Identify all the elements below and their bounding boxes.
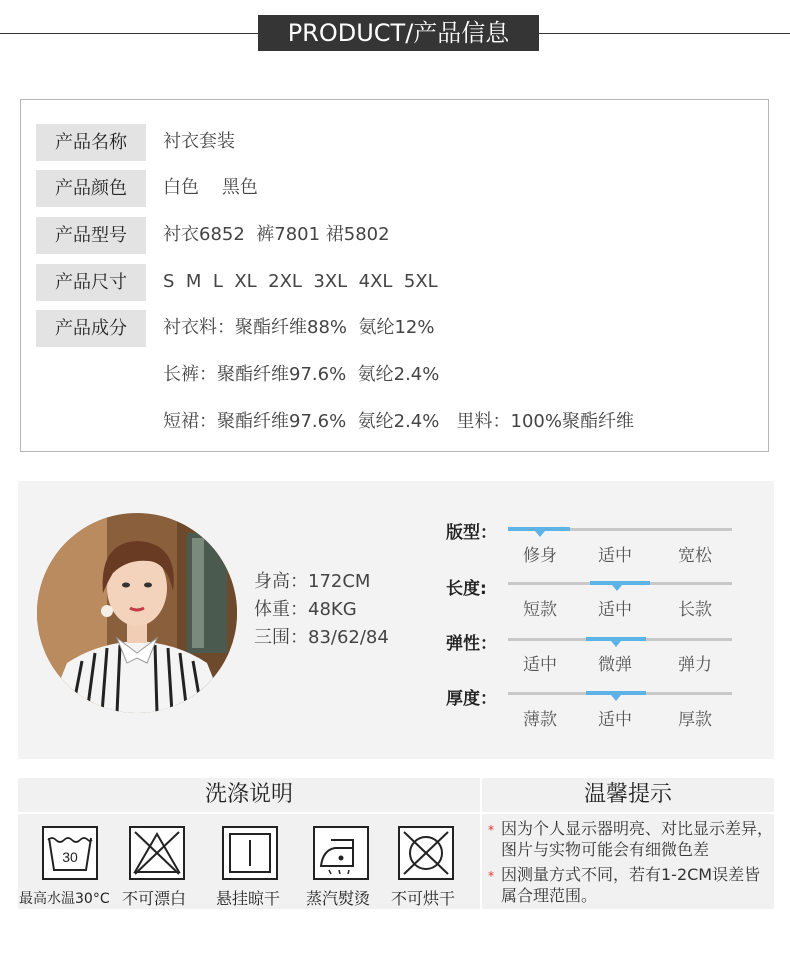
care-caption-steam-iron: 蒸汽熨烫 [306,889,371,908]
info-label-color: 产品颜色 [36,170,146,207]
info-label-name: 产品名称 [36,124,146,161]
model-height: 身高：172CM [254,571,371,592]
info-value-material: 衬衣料：聚酯纤维88% 氨纶12% [163,317,435,338]
fit-scale-shape [508,528,732,531]
fit-option-shape-0: 修身 [523,546,557,566]
tip-text: 因为个人显示器明亮、对比显示差异，图片与实物可能会有细微色差 [501,819,774,859]
care-caption-wash: 最高水温30°C [19,891,110,907]
tip-bullet: * [488,869,494,883]
steam-iron-icon [313,826,369,880]
no-bleach-icon [129,826,185,880]
info-label-size: 产品尺寸 [36,264,146,301]
care-caption-hang-dry: 悬挂晾干 [216,889,281,908]
care-caption-no-bleach: 不可漂白 [122,889,187,908]
fit-scale-thickness-pointer [611,695,621,701]
fit-scale-length [508,582,732,585]
fit-option-stretch-2: 弹力 [678,655,712,675]
fit-option-shape-1: 适中 [598,546,632,566]
fit-label-thickness: 厚度： [446,689,497,709]
model-photo [37,513,237,713]
info-value-skirt-material: 短裙：聚酯纤维97.6% 氨纶2.4% 里料：100%聚酯纤维 [163,411,634,432]
fit-option-thickness-1: 适中 [598,710,632,730]
tip-item [488,818,774,860]
hang-dry-icon [222,826,278,880]
tip-text: 因测量方式不同，若有1-2CM误差皆属合理范围。 [501,865,761,905]
info-label-material: 产品成分 [36,310,146,347]
info-label-model: 产品型号 [36,217,146,254]
header-rule-left [0,33,258,34]
tip-item [488,864,774,906]
fit-option-shape-2: 宽松 [678,546,712,566]
info-value-size: S M L XL 2XL 3XL 4XL 5XL [163,271,438,292]
fit-scale-thickness [508,692,732,695]
no-tumble-dry-icon [398,826,454,880]
info-value-color: 白色 黑色 [163,177,258,198]
fit-option-length-1: 适中 [598,600,632,620]
fit-option-length-0: 短款 [523,600,557,620]
tip-bullet: * [488,823,494,837]
fit-option-thickness-0: 薄款 [523,710,557,730]
fit-scale-stretch [508,638,732,641]
section-title: PRODUCT/产品信息 [258,15,539,51]
header-rule-right [539,33,790,34]
fit-label-length: 长度: [446,579,487,599]
model-measurements: 三围：83/62/84 [254,627,389,648]
tips-title: 温馨提示 [583,782,672,807]
fit-option-length-2: 长款 [678,600,712,620]
fit-option-thickness-2: 厚款 [678,710,712,730]
info-value-pants-material: 长裤：聚酯纤维97.6% 氨纶2.4% [163,364,440,385]
wash-30-icon [42,826,98,880]
fit-scale-length-pointer [612,585,622,591]
fit-option-stretch-0: 适中 [523,655,557,675]
info-value-model: 衬衣6852 裤7801 裙5802 [163,224,390,245]
fit-option-stretch-1: 微弹 [598,655,632,675]
care-caption-no-tumble-dry: 不可烘干 [391,889,456,908]
wash-temp-text: 30 [62,849,78,865]
fit-scale-stretch-pointer [611,641,621,647]
model-weight: 体重：48KG [254,599,357,620]
fit-label-shape: 版型： [446,523,497,543]
fit-label-stretch: 弹性： [446,634,497,654]
care-title: 洗涤说明 [204,782,293,807]
fit-scale-shape-pointer [535,531,545,537]
care-head-divider [18,812,774,814]
info-value-name: 衬衣套装 [163,131,235,152]
